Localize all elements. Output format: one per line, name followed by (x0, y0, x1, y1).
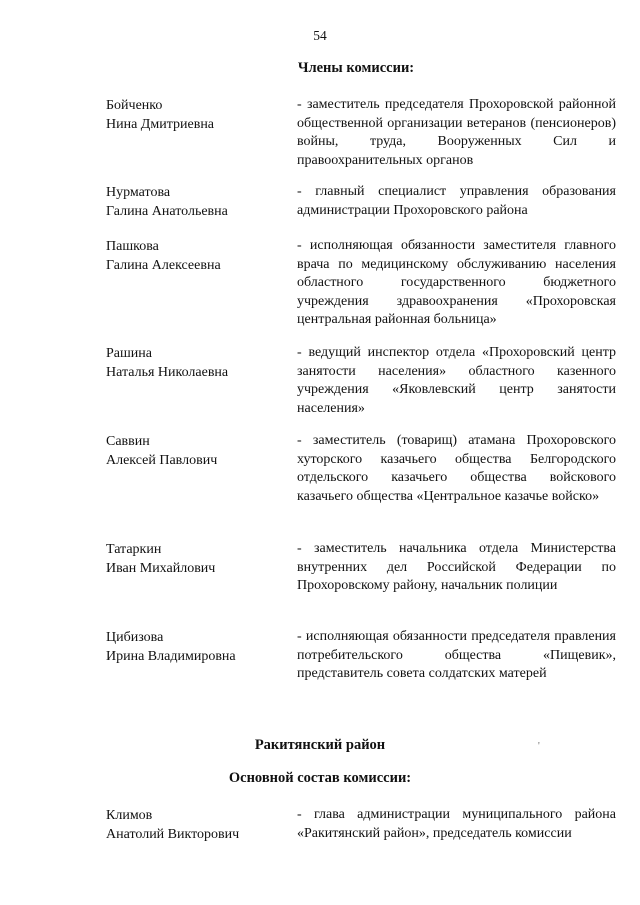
member-given-name: Наталья Николаевна (106, 365, 229, 380)
district-heading: Ракитянский район (254, 737, 386, 753)
member-given-name: Иван Михайлович (106, 561, 216, 576)
member-surname: Пашкова (106, 239, 159, 254)
member-name (106, 806, 286, 844)
member-surname: Татаркин (106, 542, 162, 557)
member-name (106, 344, 286, 382)
member-name (106, 628, 286, 666)
member-description: - ведущий инспектор отдела «Прохоровский центр занятости населения» областного казенного учреждения «Яковлевский центр занятости населения» (297, 345, 616, 416)
member-description: - исполняющая обязанности председателя правления потребительского общества «Пищевик», представитель совета солдатских матерей (297, 629, 616, 682)
member-surname: Саввин (106, 434, 150, 449)
member-given-name: Алексей Павлович (106, 453, 218, 468)
member-surname: Бойченко (106, 98, 163, 113)
member-surname: Климов (106, 808, 153, 823)
member-description: - заместитель (товарищ) атамана Прохоровского хуторского казачьего общества Белгородского отдельского казачьего общества войскового казачьего общества «Центральное казачье войско» (297, 433, 616, 504)
page-number: 54 (313, 28, 327, 43)
member-given-name: Галина Анатольевна (106, 204, 228, 219)
member-description: - заместитель председателя Прохоровской районной общественной организации ветеранов (пенсионеров) войны, труда, Вооруженных Сил и правоохранительных органов (297, 97, 616, 168)
member-description: - заместитель начальника отдела Министерства внутренних дел Российской Федерации по Прохоровскому району, начальник полиции (297, 541, 616, 594)
member-surname: Цибизова (106, 630, 164, 645)
member-description: - исполняющая обязанности заместителя главного врача по медицинскому обслуживанию населения областного государственного бюджетного учреждения здравоохранения «Прохоровская центральная районная больница» (297, 238, 616, 328)
member-given-name: Ирина Владимировна (106, 649, 236, 664)
member-given-name: Нина Дмитриевна (106, 117, 215, 132)
member-name (106, 540, 286, 578)
member-name (106, 237, 286, 275)
member-name (106, 432, 286, 470)
scan-speck: ' (538, 741, 540, 752)
member-surname: Рашина (106, 346, 152, 361)
member-description: - глава администрации муниципального района «Ракитянский район», председатель комиссии (297, 807, 616, 841)
member-given-name: Анатолий Викторович (106, 827, 240, 842)
member-name (106, 183, 286, 221)
member-name (106, 96, 286, 134)
members-heading: Члены комиссии: (297, 60, 415, 76)
main-composition-heading: Основной состав комиссии: (228, 770, 412, 786)
member-given-name: Галина Алексеевна (106, 258, 221, 273)
member-description: - главный специалист управления образования администрации Прохоровского района (297, 184, 616, 218)
member-surname: Нурматова (106, 185, 171, 200)
